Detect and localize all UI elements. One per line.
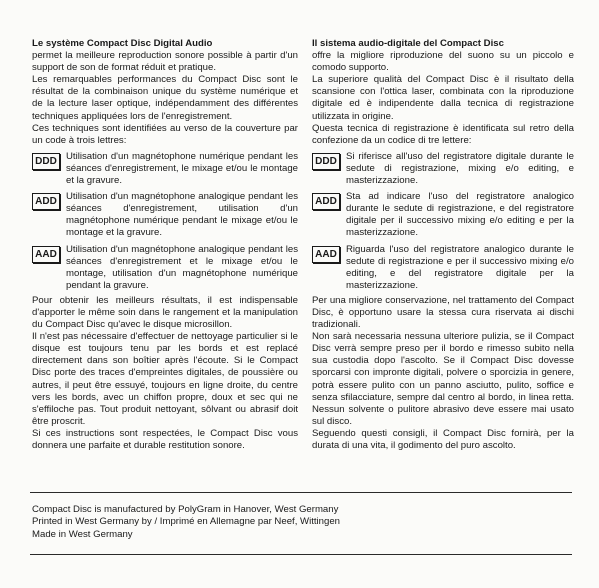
italian-intro: offre la migliore riproduzione del suono su un piccolo e comodo supporto. [312,50,574,74]
french-code-add [32,191,298,239]
add-code-badge: ADD [312,193,340,210]
add-description: Utilisation d'un magnétophone analogique pendant les séances d'enregistrement, utilisation d'un magnétophone numérique pendant le mixage et/ou le montage et la gravure. [66,191,298,239]
french-code-ddd [32,151,298,187]
aad-description: Utilisation d'un magnétophone analogique pendant les séances d'enregistrement et le mixage et/ou le montage, utilisation d'un magnétophone numérique pendant la gravure. [66,243,298,291]
ddd-code-badge: DDD [32,153,60,170]
french-care-3: Si ces instructions sont respectées, le Compact Disc vous donnera une parfaite et durable restitution sonore. [32,427,298,451]
italian-care-2: Non sarà necessaria nessuna ulteriore pulizia, se il Compact Disc verrà sempre preso per il bordo e rimesso subito nella sua custodia dopo l'ascolto. Se il Compact Disc dovesse sporcarsi con impronte digitali, polvere o sporcizia in genere, potrà essere pulito con un panno asciutto, pulito, soffice e senza sfilacciature, sempre dal centro al bordo, in linea retta. Nessun solvente o pulitore abrasivo deve essere mai usato sul disco. [312,331,574,427]
italian-code-add [312,191,574,239]
aad-code-badge: AAD [312,246,340,263]
french-care-1: Pour obtenir les meilleurs résultats, il est indispensable d'apporter le même soin dans le rangement et la manipulation du Compact Disc qu'avec le disque microsillon. [32,294,298,331]
italian-codes-intro: Questa tecnica di registrazione è identificata sul retro della confezione da un codice di tre lettere: [312,122,574,146]
ddd-description: Si riferisce all'uso del registratore digitale durante le sedute di registrazione, mixing e/o editing, e masterizzazione. [346,150,574,187]
french-performance: Les remarquables performances du Compact Disc sont le résultat de la combinaison unique du système numérique et de la lecture laser optique, indépendamment des différentes techniques appliquées lors de l'enregistrement. [32,74,298,122]
french-codes-intro: Ces techniques sont identifiées au verso de la couverture par un code à trois lettres: [32,122,298,146]
italian-code-ddd [312,151,574,187]
footer [32,504,552,541]
footer-bottom-divider [30,554,572,555]
add-code-badge: ADD [32,193,60,210]
french-column [32,38,298,452]
aad-code-badge: AAD [32,246,60,263]
add-description: Sta ad indicare l'uso del registratore analogico durante le sedute di registrazione, e del registratore digitale per il successivo mixing e/o editing e per la masterizzazione. [346,191,574,239]
french-care-2: Il n'est pas nécessaire d'effectuer de nettoyage particulier si le disque est toujours tenu par les bords et est replacé directement dans son boîtier après l'écoute. Si le Compact Disc porte des traces d'empreintes digitales, de poussière ou autres, il peut être essuyé, toujours en ligne droite, du centre vers les bords, avec un chiffon propre, doux et sec qui ne s'effiloche pas. Tout produit nettoyant, sôlvant ou abrasif doit être proscrit. [32,331,298,427]
italian-code-aad [312,244,574,292]
french-code-aad [32,244,298,292]
footer-manufacturer-line: Compact Disc is manufactured by PolyGram in Hanover, West Germany [32,504,339,515]
italian-title: Il sistema audio-digitale del Compact Disc [312,38,504,49]
italian-care-1: Per una migliore conservazione, nel trattamento del Compact Disc, è opportuno usare la stessa cura riservata ai dischi tradizionali. [312,294,574,331]
footer-origin-line: Made in West Germany [32,528,133,540]
footer-top-divider [30,492,572,493]
italian-performance: La superiore qualità del Compact Disc è il risultato della scansione con l'ottica laser, combinata con la riproduzione digitale ed è indipendente dalla tecnica di registrazione utilizzata in origine. [312,74,574,122]
italian-care-3: Seguendo questi consigli, il Compact Disc fornirà, per la durata di una vita, il godimento del puro ascolto. [312,427,574,451]
italian-column [312,38,574,452]
aad-description: Riguarda l'uso del registratore analogico durante le sedute di registrazione e per il successivo mixing e/o editing, e del registratore digitale per la masterizzazione. [346,243,574,291]
french-title: Le système Compact Disc Digital Audio [32,38,213,49]
ddd-description: Utilisation d'un magnétophone numérique pendant les séances d'enregistrement, le mixage et/ou le montage et la gravure. [66,150,298,187]
ddd-code-badge: DDD [312,153,340,170]
french-intro: permet la meilleure reproduction sonore possible à partir d'un support de son de format réduit et pratique. [32,50,298,74]
footer-printer-line: Printed in West Germany by / Imprimé en Allemagne par Neef, Wittingen [32,516,341,528]
